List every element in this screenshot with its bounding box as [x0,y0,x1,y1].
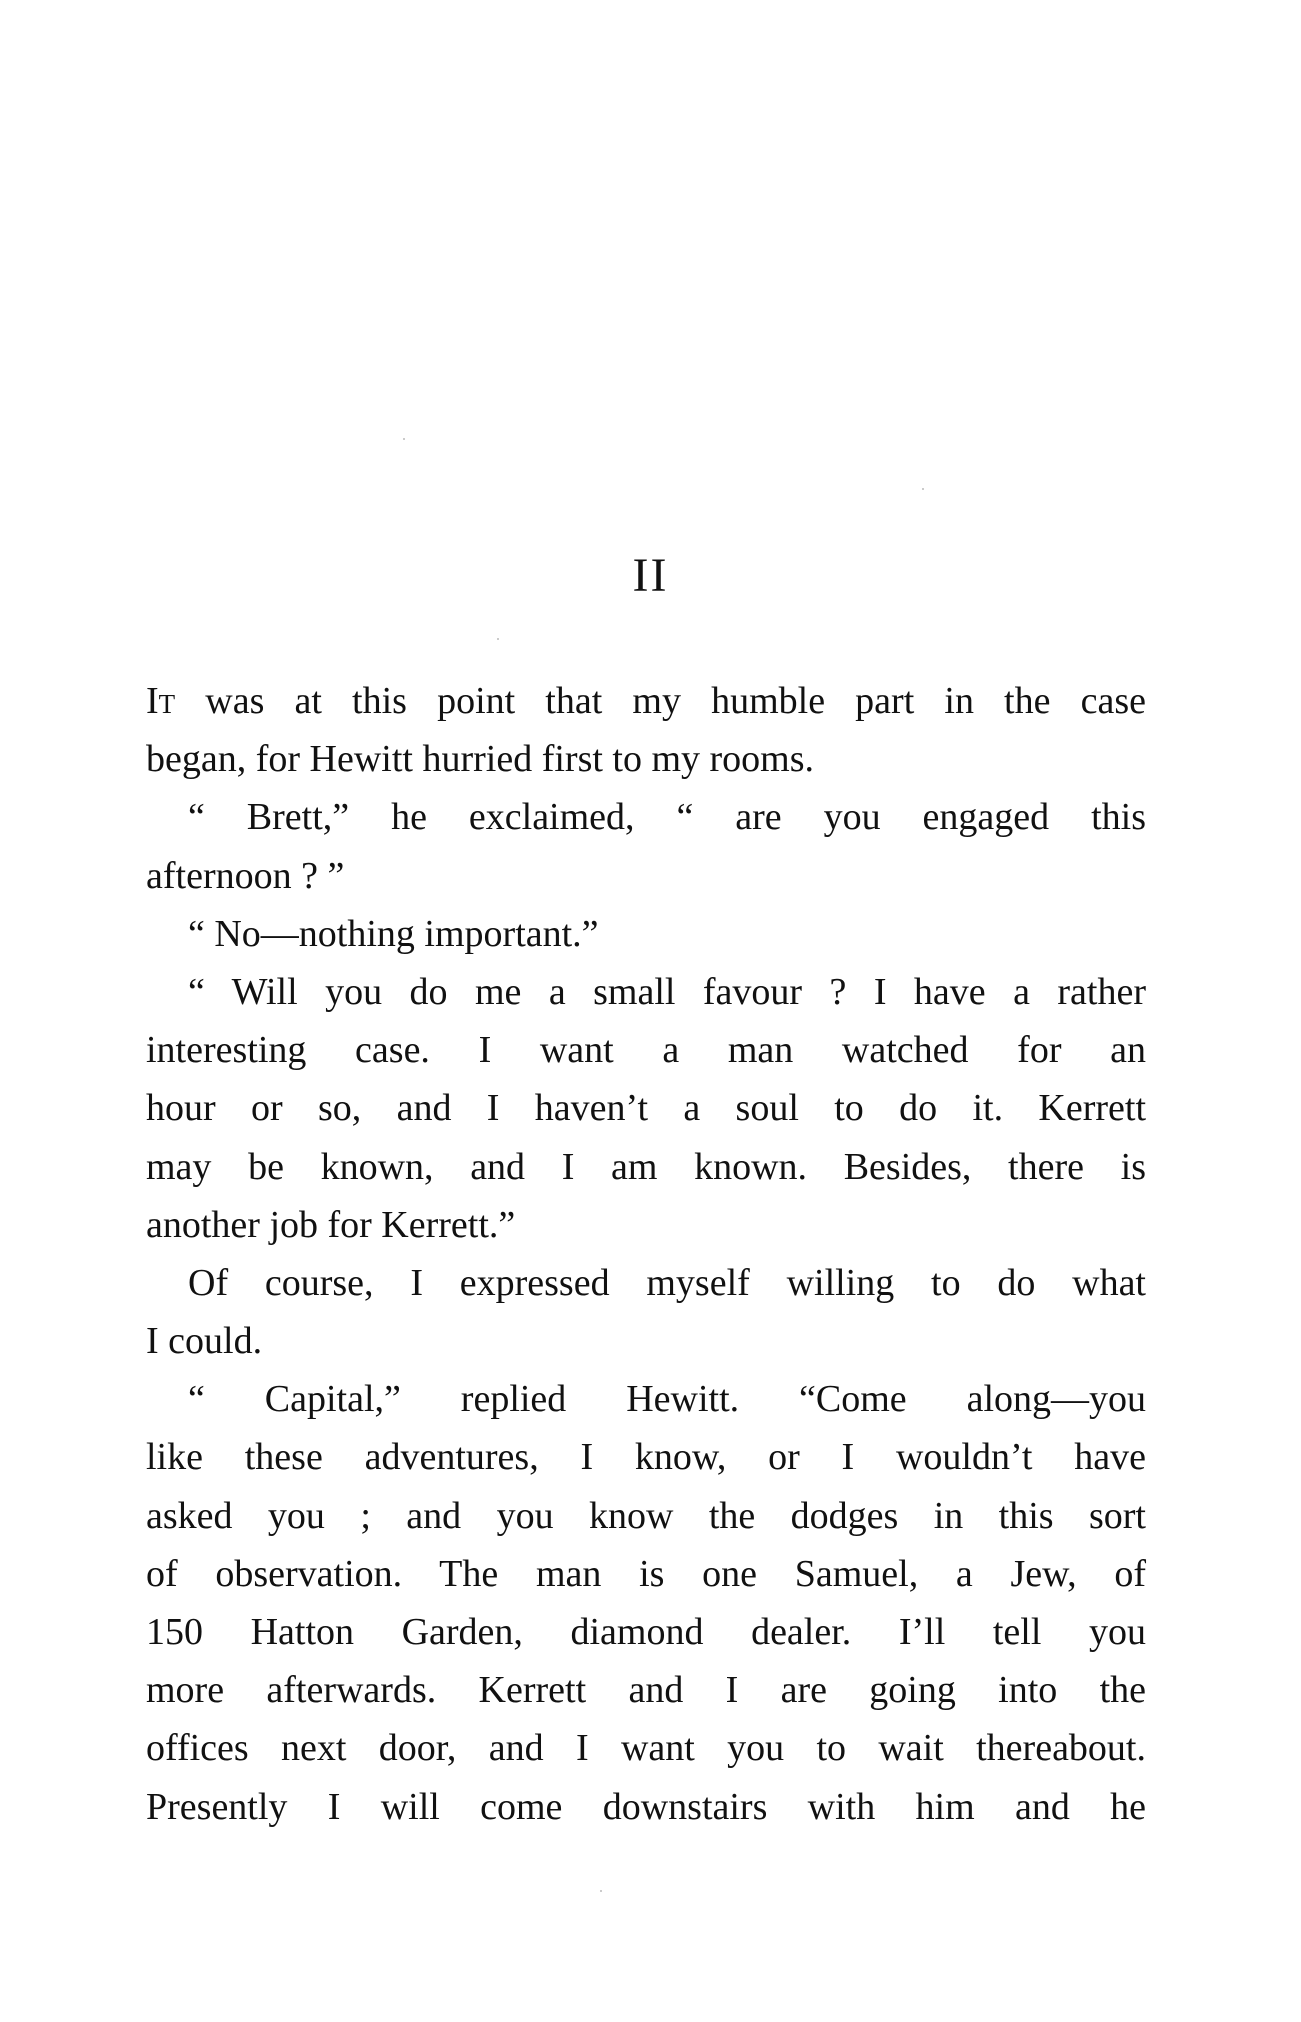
text-line: “ Capital,” replied Hewitt. “Come along—you [188,1378,1146,1421]
body-text [146,672,1146,1836]
text-line: more afterwards. Kerrett and I are going into the [146,1669,1146,1712]
paper-speck [403,438,405,440]
text-line: like these adventures, I know, or I wouldn’t have [146,1436,1146,1479]
text-line: “ No—nothing important.” [188,912,599,955]
text-line: “ Brett,” he exclaimed, “ are you engaged this [188,796,1146,839]
text-line: hour or so, and I haven’t a soul to do it. Kerrett [146,1087,1146,1130]
text-line: asked you ; and you know the dodges in this sort [146,1494,1146,1537]
text-line: of observation. The man is one Samuel, a Jew, of [146,1552,1146,1595]
text-line: offices next door, and I want you to wait thereabout. [146,1727,1146,1770]
paper-speck [922,488,924,490]
paper-speck [497,638,499,640]
text-line: I could. [146,1320,263,1363]
text-line: afternoon ? ” [146,854,345,897]
text-line: Presently I will come downstairs with him and he [146,1785,1146,1828]
opening-word: It [146,680,176,722]
text-line: another job for Kerrett.” [146,1203,516,1246]
text-line: It was at this point that my humble part in the case [146,680,1146,722]
text-line: began, for Hewitt hurried first to my rooms. [146,738,815,781]
paper-speck [600,1890,602,1892]
chapter-heading: II [632,549,669,602]
text-line: interesting case. I want a man watched for an [146,1029,1146,1072]
text-line: Of course, I expressed myself willing to do what [188,1261,1146,1304]
text-line: may be known, and I am known. Besides, there is [146,1145,1146,1188]
text-line: 150 Hatton Garden, diamond dealer. I’ll tell you [146,1611,1146,1653]
text-line: “ Will you do me a small favour ? I have a rather [188,970,1146,1013]
